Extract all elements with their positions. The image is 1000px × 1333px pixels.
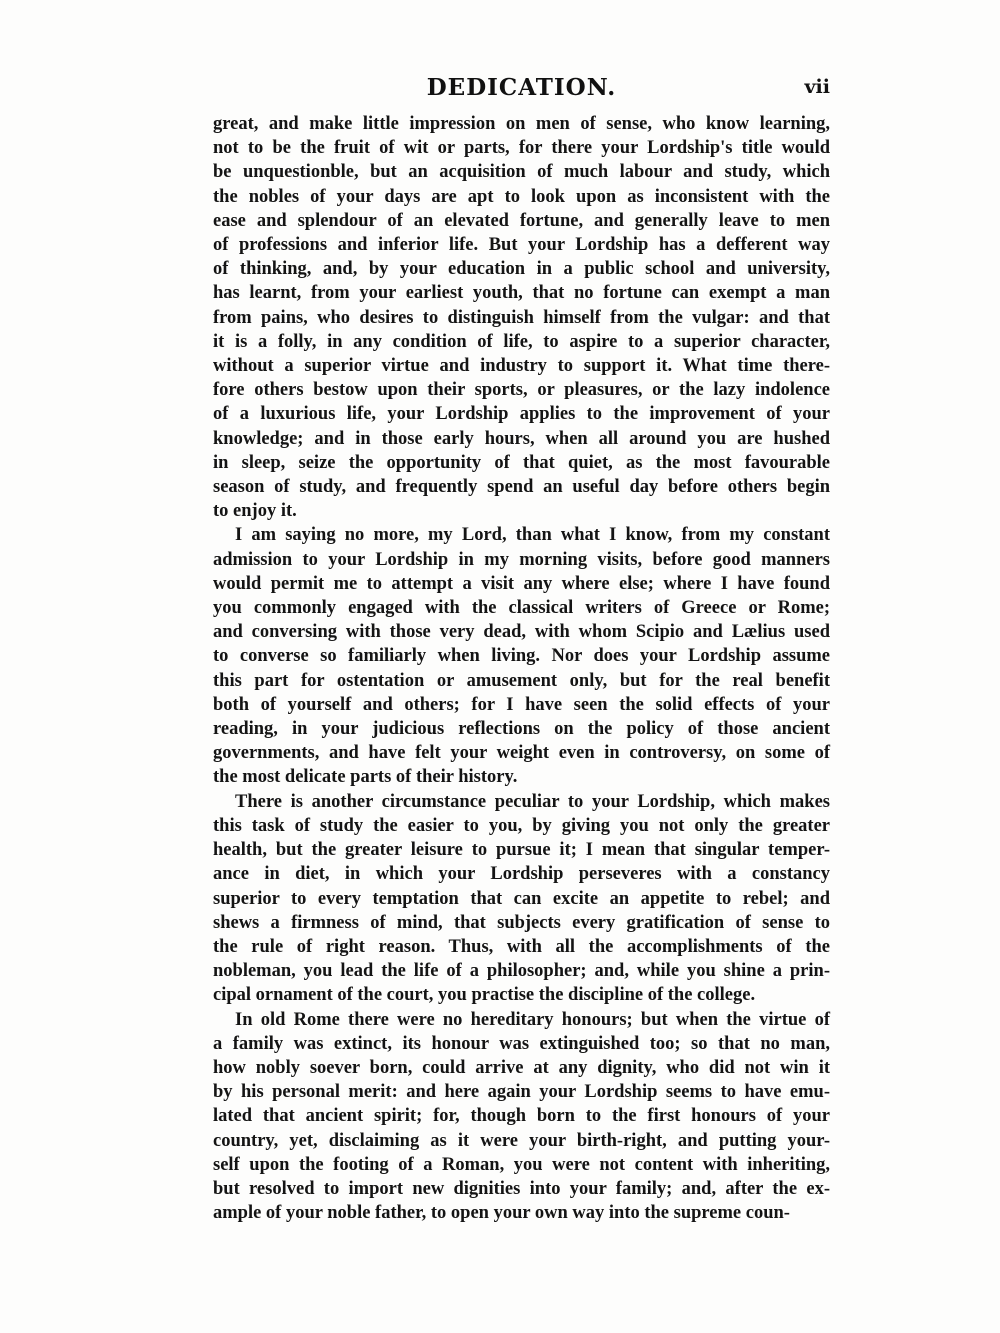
text-line: by his personal merit: and here again your Lordship seems to have emu-: [213, 1082, 830, 1103]
text-line: country, yet, disclaiming as it were your birth-right, and putting your-: [213, 1130, 830, 1151]
text-line: how nobly soever born, could arrive at any dignity, who did not win it: [213, 1057, 830, 1078]
text-line: to enjoy it.: [213, 501, 297, 522]
text-line: both of yourself and others; for I have seen the solid effects of your: [213, 694, 830, 715]
text-line: the most delicate parts of their history.: [213, 767, 518, 788]
text-line: of thinking, and, by your education in a public school and university,: [213, 259, 830, 280]
text-line: great, and make little impression on men of sense, who know learning,: [213, 114, 830, 134]
text-line: In old Rome there were no hereditary honours; but when the virtue of: [235, 1009, 830, 1030]
paragraph: [213, 112, 830, 523]
text-line: lated that ancient spirit; for, though born to the first honours of your: [213, 1106, 830, 1127]
text-line: would permit me to attempt a visit any where else; where I have found: [213, 573, 830, 594]
text-line: be unquestionble, but an acquisition of much labour and study, which: [213, 162, 830, 183]
text-line: the nobles of your days are apt to look upon as inconsistent with the: [213, 186, 830, 207]
text-line: not to be the fruit of wit or parts, for there your Lordship's title would: [213, 138, 830, 159]
text-line: has learnt, from your earliest youth, that no fortune can exempt a man: [213, 283, 830, 304]
text-line: from pains, who desires to distinguish himself from the vulgar: and that: [213, 307, 830, 328]
text-line: reading, in your judicious reflections on the policy of those ancient: [213, 719, 830, 740]
text-line: without a superior virtue and industry to support it. What time there-: [213, 356, 830, 377]
text-line: ance in diet, in which your Lordship perseveres with a constancy: [213, 864, 830, 885]
text-line: nobleman, you lead the life of a philosopher; and, while you shine a prin-: [213, 961, 830, 982]
text-line: self upon the footing of a Roman, you were not content with inheriting,: [213, 1154, 830, 1175]
text-line: it is a folly, in any condition of life, to aspire to a superior character,: [213, 331, 830, 352]
text-line: this part for ostentation or amusement only, but for the real benefit: [213, 670, 830, 691]
text-line: knowledge; and in those early hours, when all around you are hushed: [213, 428, 830, 449]
text-line: to converse so familiarly when living. Nor does your Lordship assume: [213, 646, 830, 667]
text-line: you commonly engaged with the classical writers of Greece or Rome;: [213, 598, 830, 619]
text-line: shews a firmness of mind, that subjects every gratification of sense to: [213, 912, 830, 933]
paragraph: [213, 790, 830, 1008]
page-number: vii: [804, 76, 830, 98]
paragraph: [213, 1008, 830, 1226]
text-line: and conversing with those very dead, with whom Scipio and Lælius used: [213, 622, 830, 643]
running-header: [213, 74, 830, 108]
text-line: admission to your Lordship in my morning visits, before good manners: [213, 549, 830, 570]
text-line: ample of your noble father, to open your own way into the supreme coun-: [213, 1203, 790, 1224]
text-line: superior to every temptation that can excite an appetite to rebel; and: [213, 888, 830, 909]
text-line: the rule of right reason. Thus, with all the accomplishments of the: [213, 936, 830, 957]
text-line: in sleep, seize the opportunity of that quiet, as the most favourable: [213, 452, 830, 473]
text-line: but resolved to import new dignities into your family; and, after the ex-: [213, 1178, 830, 1199]
text-line: health, but the greater leisure to pursue it; I mean that singular temper-: [213, 840, 830, 861]
body-text: [213, 112, 830, 1225]
text-line: of a luxurious life, your Lordship applies to the improvement of your: [213, 404, 830, 425]
text-line: this task of study the easier to you, by giving you not only the greater: [213, 815, 830, 836]
paragraph: [213, 523, 830, 789]
text-line: a family was extinct, its honour was extinguished too; so that no man,: [213, 1033, 830, 1054]
text-line: season of study, and frequently spend an useful day before others begin: [213, 477, 830, 498]
text-line: fore others bestow upon their sports, or pleasures, or the lazy indolence: [213, 380, 830, 401]
text-line: of professions and inferior life. But your Lordship has a defferent way: [213, 235, 830, 256]
text-line: cipal ornament of the court, you practise the discipline of the college.: [213, 985, 756, 1006]
text-line: I am saying no more, my Lord, than what I know, from my constant: [235, 525, 830, 546]
text-line: ease and splendour of an elevated fortune, and generally leave to men: [213, 210, 830, 231]
running-title: DEDICATION.: [426, 74, 617, 101]
text-line: governments, and have felt your weight even in controversy, on some of: [213, 743, 830, 764]
text-line: There is another circumstance peculiar to your Lordship, which makes: [235, 791, 830, 812]
